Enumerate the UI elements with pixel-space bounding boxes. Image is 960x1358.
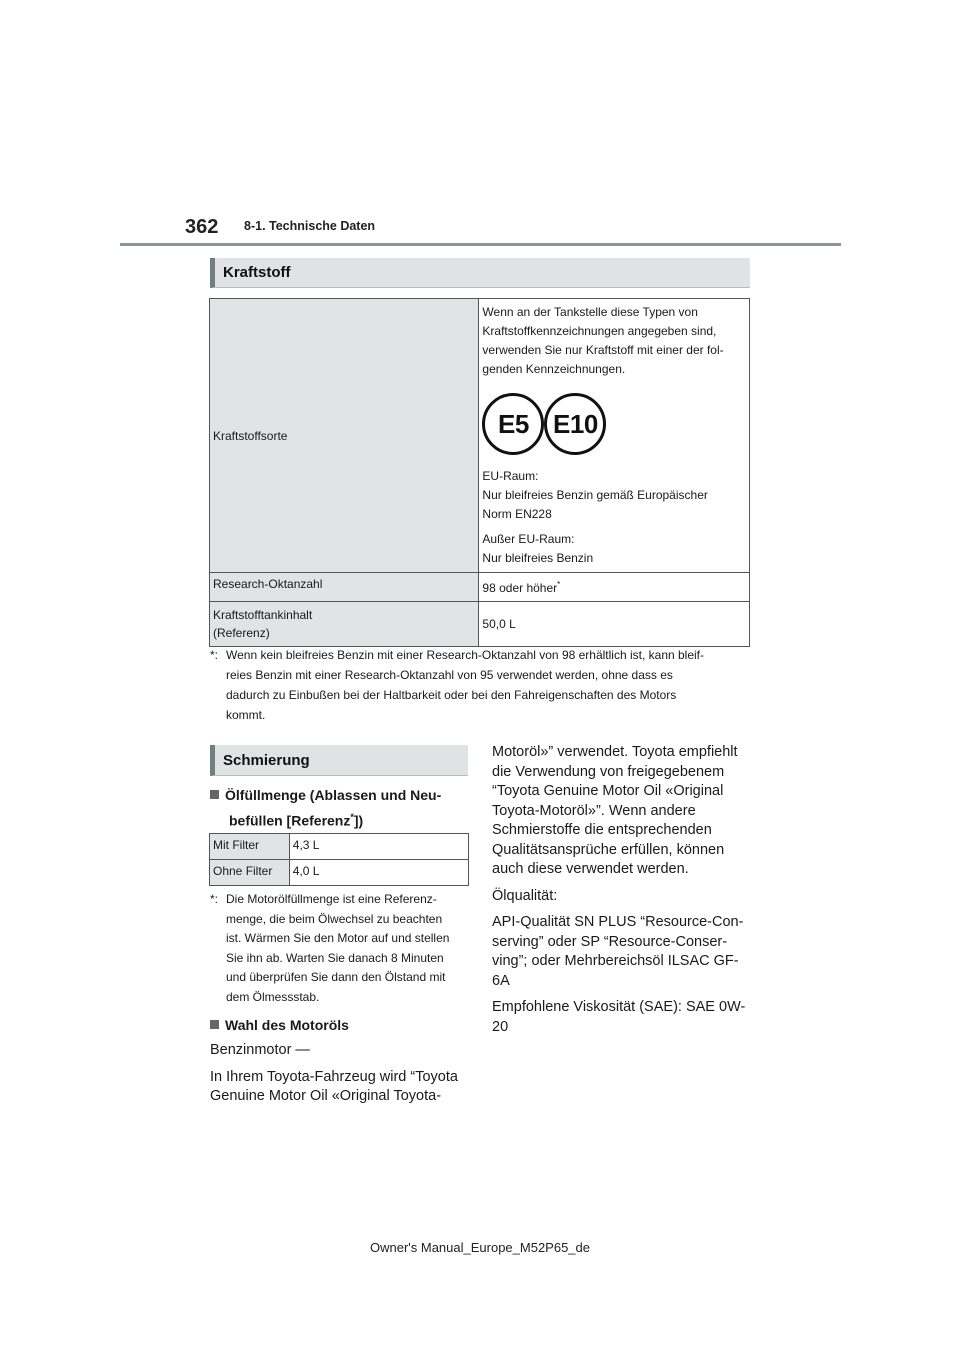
oil-choice-right-column	[492, 743, 762, 1044]
note-line: dem Ölmessstab.	[226, 989, 320, 1004]
oil-quality-line: 6A	[492, 972, 510, 989]
oil-capacity-heading-line2: befüllen [Referenz	[229, 812, 351, 829]
fuel-intro-line: genden Kennzeichnungen.	[482, 362, 626, 376]
tank-value-cell	[479, 602, 750, 647]
non-eu-line: Nur bleifreies Benzin	[482, 551, 594, 565]
table-row	[210, 573, 750, 602]
viscosity-line: 20	[492, 1018, 509, 1035]
oil-quality-label: Ölqualität:	[492, 887, 558, 904]
e10-fuel-badge: E10	[544, 393, 606, 455]
oil-choice-heading-text: Wahl des Motoröls	[225, 1017, 349, 1033]
fuel-intro-line: verwenden Sie nur Kraftstoff mit einer der fol-	[482, 343, 724, 357]
note-line: Die Motorölfüllmenge ist eine Referenz-	[226, 892, 437, 906]
without-filter-label-cell	[210, 860, 290, 886]
oil-capacity-heading	[210, 784, 470, 832]
fuel-intro-line: Kraftstoffkennzeichnungen angegeben sind,	[482, 324, 717, 338]
without-filter-value: 4,0 L	[292, 864, 320, 878]
section-title: 8-1. Technische Daten	[244, 219, 376, 233]
oil-choice-left-column	[210, 1041, 475, 1107]
oil-choice-heading	[210, 1014, 470, 1036]
paragraph-line: In Ihrem Toyota-Fahrzeug wird “Toyota	[210, 1068, 458, 1085]
fuel-label-badges	[482, 393, 746, 455]
footnote-line: kommt.	[226, 708, 266, 722]
table-row	[210, 860, 469, 886]
bullet-square-icon	[210, 1020, 219, 1029]
bullet-square-icon	[210, 790, 219, 799]
oil-capacity-note	[210, 890, 472, 1007]
with-filter-value-cell	[289, 834, 468, 860]
oil-quality-line: ving”; oder Mehrbereichsöl ILSAC GF-	[492, 953, 739, 969]
engine-line: Benzinmotor —	[210, 1042, 310, 1058]
tank-label-line: (Referenz)	[213, 626, 270, 640]
fuel-intro-line: Wenn an der Tankstelle diese Typen von	[482, 305, 698, 319]
footnote-marker: *:	[210, 892, 219, 906]
table-row	[210, 602, 750, 647]
e5-fuel-badge: E5	[482, 393, 544, 455]
header-divider	[120, 243, 841, 246]
fuel-section-title: Kraftstoff	[223, 264, 291, 281]
footnote-star: *	[350, 812, 354, 822]
fuel-type-value-cell	[479, 299, 750, 573]
paragraph-line: Qualitätsansprüche erfüllen, können	[492, 841, 725, 858]
fuel-type-label-cell	[210, 299, 479, 573]
octane-label-cell	[210, 573, 479, 602]
oil-capacity-table	[209, 833, 469, 886]
page-number: 362	[185, 216, 219, 238]
eu-line: Norm EN228	[482, 507, 552, 521]
lubrication-section-heading	[210, 745, 468, 776]
note-line: und überprüfen Sie dann den Ölstand mit	[226, 970, 446, 984]
lubrication-section-title: Schmierung	[223, 751, 310, 769]
eu-line: EU-Raum:	[482, 469, 539, 483]
oil-capacity-heading-line2-end: ])	[353, 812, 364, 829]
oil-capacity-heading-line1: Ölfüllmenge (Ablassen und Neu-	[225, 787, 442, 803]
footnote-line: reies Benzin mit einer Research-Oktanzahl von 95 verwendet werden, ohne dass es	[226, 668, 673, 682]
footnote-marker: *:	[210, 648, 219, 662]
without-filter-label: Ohne Filter	[213, 864, 273, 878]
octane-value: 98 oder höher	[482, 580, 558, 595]
paragraph-line: Motoröl»” verwendet. Toyota empfiehlt	[492, 744, 738, 760]
note-line: menge, die beim Ölwechsel zu beachten	[226, 911, 443, 926]
octane-label: Research-Oktanzahl	[213, 577, 323, 591]
oil-quality-line: API-Qualität SN PLUS “Resource-Con-	[492, 914, 744, 930]
footnote-line: Wenn kein bleifreies Benzin mit einer Research-Oktanzahl von 98 erhältlich ist, kann bleif-	[226, 648, 705, 662]
table-row	[210, 299, 750, 573]
tank-capacity-value: 50,0 L	[482, 617, 516, 631]
octane-value-cell	[479, 573, 750, 602]
note-line: Sie ihn ab. Warten Sie danach 8 Minuten	[226, 950, 444, 965]
oil-quality-line: serving” oder SP “Resource-Conser-	[492, 933, 728, 950]
non-eu-line: Außer EU-Raum:	[482, 532, 575, 546]
without-filter-value-cell	[289, 860, 468, 886]
paragraph-line: auch diese verwendet werden.	[492, 861, 689, 877]
with-filter-label-cell	[210, 834, 290, 860]
eu-line: Nur bleifreies Benzin gemäß Europäischer	[482, 488, 708, 502]
paragraph-line: Schmierstoffe die entsprechenden	[492, 822, 712, 838]
paragraph-line: Genuine Motor Oil «Original Toyota-	[210, 1088, 442, 1104]
tank-label-line: Kraftstofftankinhalt	[213, 608, 313, 622]
footnote-star: *	[557, 579, 561, 589]
with-filter-value: 4,3 L	[292, 838, 320, 852]
footnote-line: dadurch zu Einbußen bei der Haltbarkeit oder bei den Fahreigenschaften des Motors	[226, 688, 677, 702]
fuel-type-label: Kraftstoffsorte	[213, 428, 288, 443]
viscosity-line: Empfohlene Viskosität (SAE): SAE 0W-	[492, 999, 746, 1015]
with-filter-label: Mit Filter	[213, 838, 259, 852]
fuel-spec-table	[209, 298, 750, 647]
fuel-section-heading	[210, 258, 750, 288]
note-line: ist. Wärmen Sie den Motor auf und stellen	[226, 931, 450, 945]
table-row	[210, 834, 469, 860]
paragraph-line: Toyota-Motoröl»”. Wenn andere	[492, 802, 696, 819]
paragraph-line: “Toyota Genuine Motor Oil «Original	[492, 783, 724, 799]
tank-label-cell	[210, 602, 479, 647]
paragraph-line: die Verwendung von freigegebenem	[492, 763, 725, 780]
document-footer: Owner's Manual_Europe_M52P65_de	[369, 1240, 590, 1255]
fuel-footnote	[210, 645, 755, 725]
